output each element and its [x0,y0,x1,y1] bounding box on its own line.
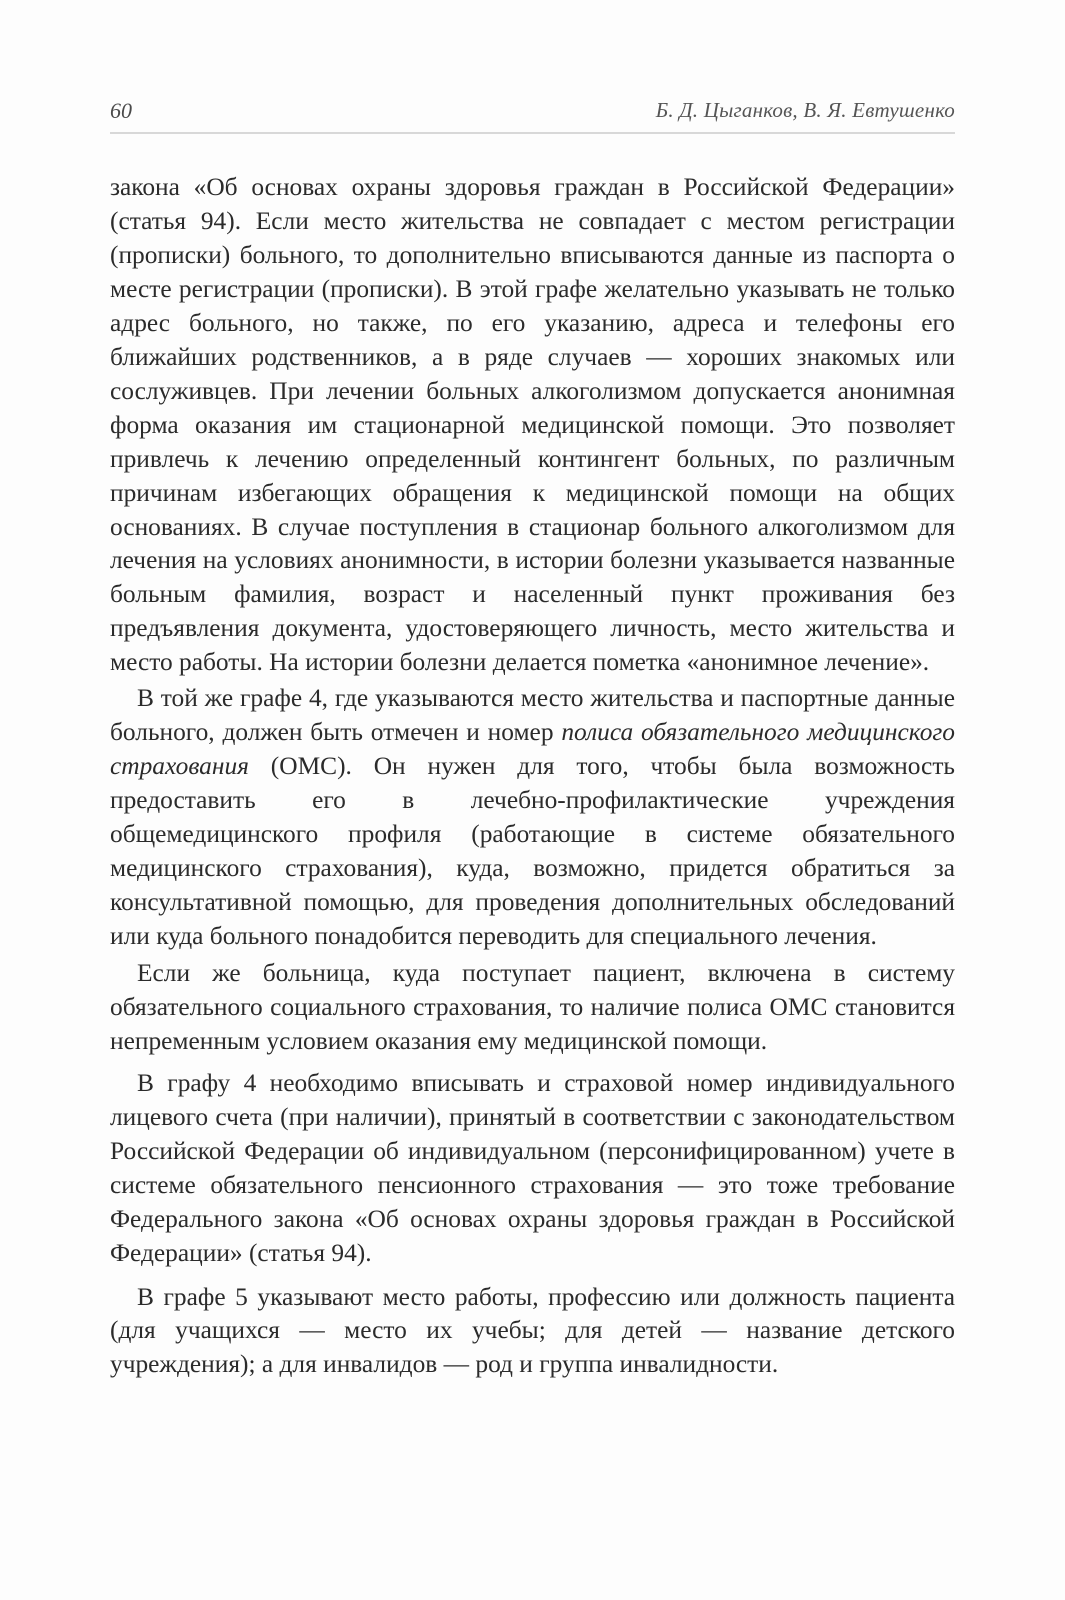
paragraph-text: (ОМС). Он нужен для того, чтобы была возможность предоставить его в лечебно-профилактические учреждения общемедицинского профиля (работающие в системе обязательного медицинского страхования), куда, возможно, придется обратиться за консультативной помощью, для проведения дополнительных обследований или куда больного понадобится переводить для специального лечения. [110,752,955,950]
paragraph: Если же больница, куда поступает пациент, включена в систему обязательного социального страхования, то наличие полиса ОМС становится непременным условием оказания ему медицинской помощи. [110,958,955,1055]
running-head-authors: Б. Д. Цыганков, В. Я. Евтушенко [655,98,955,122]
paragraph [110,682,955,954]
paragraph-text: В той же графе 4, где указываются место жительства и паспортные данные больного, должен быть отмечен и номер [110,684,955,747]
italic-term: полиса обязательного медицинского страхования [110,718,955,781]
running-header [110,96,955,134]
paragraph: В графу 4 необходимо вписывать и страховой номер индивидуального лицевого счета (при наличии), принятый в соответствии с законодательством Российской Федерации об индивидуальном (персонифицированном) учете в системе обязательного пенсионного страхования — это тоже требование Федерального закона «Об основах охраны здоровья граждан в Российской Федерации» (статья 94). [110,1068,955,1267]
paragraph-continued: закона «Об основах охраны здоровья граждан в Российской Федерации» (статья 94). Если место жительства не совпадает с местом регистрации (прописки) больного, то дополнительно вписываются данные из паспорта о месте регистрации (прописки). В этой графе желательно указывать не только адрес больного, но также, по его указанию, адреса и телефоны его ближайших родственников, а в ряде случаев — хороших знакомых или сослуживцев. При лечении больных алкоголизмом допускается анонимная форма оказания им стационарной медицинской помощи. Это позволяет привлечь к лечению определенный контингент больных, по различным причинам избегающих обращения к медицинской помощи на общих основаниях. В случае поступления в стационар больного алкоголизмом для лечения на условиях анонимности, в истории болезни указывается названные больным фамилия, возраст и населенный пункт проживания без предъявления документа, удостоверяющего личность, место жительства и место работы. На истории болезни делается пометка «анонимное лечение». [110,173,955,677]
body-text [110,171,955,1382]
page-number: 60 [110,98,132,123]
paragraph: В графе 5 указывают место работы, профессию или должность пациента (для учащихся — место их учебы; для детей — название детского учреждения); а для инвалидов — род и группа инвалидности. [110,1282,955,1379]
